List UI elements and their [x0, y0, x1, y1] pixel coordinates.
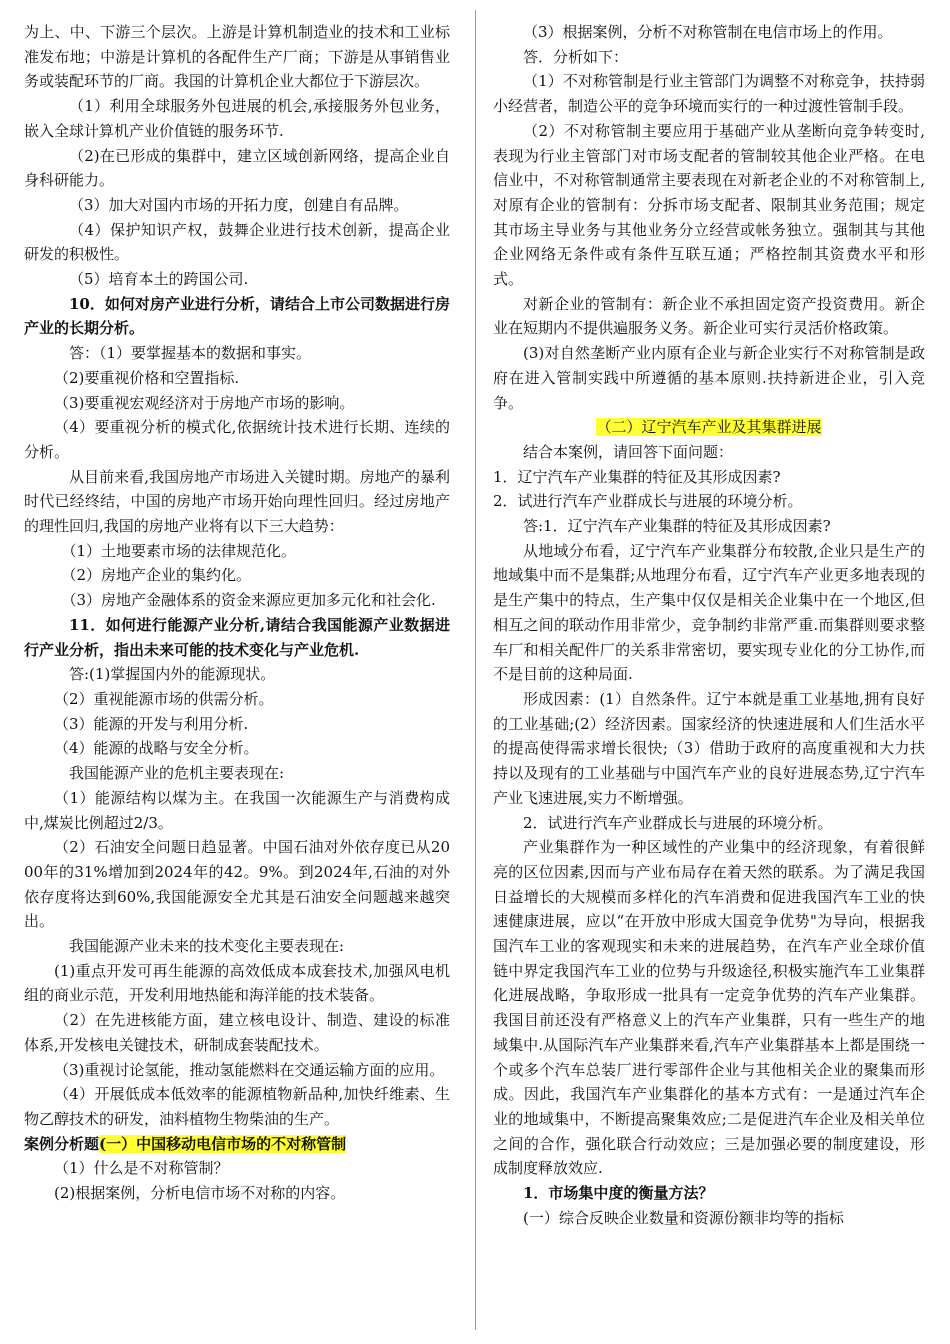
- paragraph: （2）重视能源市场的供需分析。: [54, 689, 274, 708]
- paragraph: （1）什么是不对称管制？: [54, 1159, 229, 1178]
- paragraph: (2)根据案例，分析电信市场不对称的内容。: [54, 1184, 346, 1203]
- paragraph: 为上、中、下游三个层次。上游是计算机制造业的技术和工业标准发布地；中游是计算机的各配件生产厂商；下游是从事销售业务或装配环节的厂商。我国的计算机企业大都位于下游层次。: [24, 23, 450, 91]
- paragraph: 从地域分布看，辽宁汽车产业集群分布较散,企业只是生产的地域集中而不是集群;从地理分布看，辽宁汽车产业更多地表现的是生产集中的特点，生产集中仅仅是相关企业集中在一个地区,但相互之间的联动作用非常少，竞争制约非常严重.而集群则要求整车厂和相关配件厂的关系非常密切，要实现专业化的分工协作,而不是目前的这种局面.: [493, 541, 925, 684]
- paragraph: （1）利用全球服务外包进展的机会,承接服务外包业务，嵌入全球计算机产业价值链的服务环节.: [24, 97, 450, 140]
- paragraph: （2）不对称管制主要应用于基础产业从垄断向竞争转变时,表现为行业主管部门对市场支配者的管制较其他企业严格。在电信业中，不对称管制通常主要表现在对新老企业的不对称管制上,对原有企业的管制有：分拆市场支配者、限制其业务范围；规定其市场主导业务与其他业务分立经营或帐务独立。强制其与其他企业网络无条件或有条件互联互通；严格控制其资费水平和形式。: [493, 121, 925, 289]
- paragraph: 对新企业的管制有：新企业不承担固定资产投资费用。新企业在短期内不提供遍服务义务。新企业可实行灵活价格政策。: [493, 294, 925, 338]
- paragraph: 答:1．辽宁汽车产业集群的特征及其形成因素?: [523, 517, 831, 536]
- paragraph: （4）开展低成本低效率的能源植物新品种,加快纤维素、生物乙醇技术的研发，油料植物生物柴油的生产。: [24, 1085, 450, 1128]
- paragraph: （1）能源结构以煤为主。在我国一次能源生产与消费构成中,煤炭比例超过2/3。: [24, 788, 450, 832]
- paragraph: （5）培育本土的跨国公司.: [69, 270, 249, 289]
- paragraph: （2)要重视价格和空置指标.: [54, 368, 240, 387]
- paragraph: （3）加大对国内市场的开拓力度，创建自有品牌。: [69, 195, 409, 214]
- paragraph: （2）在先进核能方面，建立核电设计、制造、建设的标准体系,开发核电关键技术，研制成套装配技术。: [24, 1011, 450, 1054]
- paragraph: （3）房地产金融体系的资金来源应更加多元化和社会化.: [61, 591, 436, 610]
- paragraph: （3）能源的开发与利用分析.: [54, 714, 249, 733]
- right-column: [493, 20, 925, 1230]
- paragraph: 答．分析如下：: [523, 47, 629, 66]
- case-heading-1-title: (一）中国移动电信市场的不对称管制: [99, 1134, 347, 1153]
- right-body: [493, 20, 925, 415]
- paragraph: 2．试进行汽车产业群成长与进展的环境分析。: [523, 813, 833, 832]
- paragraph: （2）石油安全问题日趋显著。中国石油对外依存度已从2000年的31%增加到2024年的42。9%。到2024年,石油的对外依存度将达到60%,我国能源安全尤其是石油安全问题越来越突出。: [24, 838, 450, 931]
- paragraph: （1）不对称管制是行业主管部门为调整不对称竞争，扶持弱小经营者，制造公平的竞争环境而实行的一种过渡性管制手段。: [493, 72, 925, 116]
- case-heading-2: [493, 415, 925, 440]
- paragraph: （2)在已形成的集群中，建立区域创新网络，提高企业自身科研能力。: [24, 146, 450, 190]
- paragraph: 答：（1）要掌握基本的数据和事实。: [69, 344, 312, 363]
- paragraph: 11．如何进行能源产业分析,请结合我国能源产业数据进行产业分析，指出未来可能的技术变化与产业危机.: [24, 615, 450, 659]
- paragraph: （2）房地产企业的集约化。: [61, 566, 252, 585]
- paragraph: (3)对自然垄断产业内原有企业与新企业实行不对称管制是政府在进入管制实践中所遵循的基本原则.扶持新进企业，引入竞争。: [493, 344, 925, 412]
- case-heading-1-prefix: 案例分析题: [24, 1134, 100, 1153]
- column-divider: [475, 10, 476, 1330]
- paragraph: （1）土地要素市场的法律规范化。: [61, 541, 297, 560]
- left-body: [24, 20, 450, 1132]
- paragraph: 答:(1)掌握国内外的能源现状。: [69, 665, 276, 684]
- paragraph: 结合本案例，请回答下面问题：: [523, 442, 734, 461]
- paragraph: 形成因素：(1）自然条件。辽宁本就是重工业基地,拥有良好的工业基础;(2）经济因素。国家经济的快速进展和人们生活水平的提高使得需求增长很快;（3）借助于政府的高度重视和大力扶持以及现有的工业基础与中国汽车产业的良好进展态势,辽宁汽车产业飞速进展,实力不断增强。: [493, 689, 925, 807]
- case-heading-1: [24, 1132, 450, 1157]
- paragraph: （4）要重视分析的模式化,依据统计技术进行长期、连续的分析。: [24, 418, 450, 461]
- paragraph: 从目前来看,我国房地产市场进入关键时期。房地产的暴利时代已经终结，中国的房地产市场开始向理性回归。经过房地产的理性回归,我国的房地产业将有以下三大趋势：: [24, 467, 450, 536]
- paragraph: 1．辽宁汽车产业集群的特征及其形成因素?: [493, 467, 781, 486]
- paragraph: （3)重视讨论氢能，推动氢能燃料在交通运输方面的应用。: [54, 1060, 445, 1079]
- paragraph: (1)重点开发可再生能源的高效低成本成套技术,加强风电机组的商业示范，开发利用地热能和海洋能的技术装备。: [24, 961, 450, 1005]
- paragraph: （4）保护知识产权，鼓舞企业进行技术创新，提高企业研发的积极性。: [24, 220, 450, 264]
- paragraph: 2．试进行汽车产业群成长与进展的环境分析。: [493, 492, 803, 511]
- paragraph: （3）根据案例，分析不对称管制在电信市场上的作用。: [523, 23, 893, 41]
- left-column: [24, 20, 450, 1206]
- paragraph: 我国能源产业未来的技术变化主要表现在:: [69, 937, 345, 956]
- paragraph: 产业集群作为一种区域性的产业集中的经济现象，有着很鲜亮的区位因素,因而与产业布局存在着天然的联系。为了满足我国日益增长的大规模而多样化的汽车消费和促进我国汽车工业的快速健康进展，应以“在开放中形成大国竞争优势"为导向，根据我国汽车工业的客观现实和未来的进展趋势，在汽车产业全球价值链中界定我国汽车工业的位势与升级途径,积极实施汽车工业集群化进展战略，争取形成一批具有一定竞争优势的汽车产业集群。 我国目前还没有严格意义上的汽车产业集群，只有一些生产的地域集中.从国际汽车产业集群来看,汽车产业集群基本上都是围绕一个或多个汽车总装厂进行零部件企业与其他相关企业的聚集而形成。因此，我国汽车产业集群化的基本方式有：一是通过汽车企业的地域集中，不断提高聚集效应;二是促进汽车企业及相关单位之间的合作，强化联合行动效应；三是加强必要的制度建设，形成制度释放效应.: [493, 838, 925, 1178]
- paragraph: 1．市场集中度的衡量方法？: [523, 1184, 714, 1203]
- paragraph: （3)要重视宏观经济对于房地产市场的影响。: [54, 393, 355, 412]
- paragraph: 10．如何对房产业进行分析，请结合上市公司数据进行房产业的长期分析。: [24, 294, 450, 338]
- paragraph: 我国能源产业的危机主要表现在:: [69, 764, 285, 783]
- case-heading-2-title: （二）辽宁汽车产业及其集群进展: [596, 418, 822, 437]
- paragraph: (一）综合反映企业数量和资源份额非均等的指标: [523, 1208, 844, 1227]
- right-tail: [493, 440, 925, 1231]
- left-tail: [24, 1156, 450, 1205]
- paragraph: （4）能源的战略与安全分析。: [54, 739, 259, 758]
